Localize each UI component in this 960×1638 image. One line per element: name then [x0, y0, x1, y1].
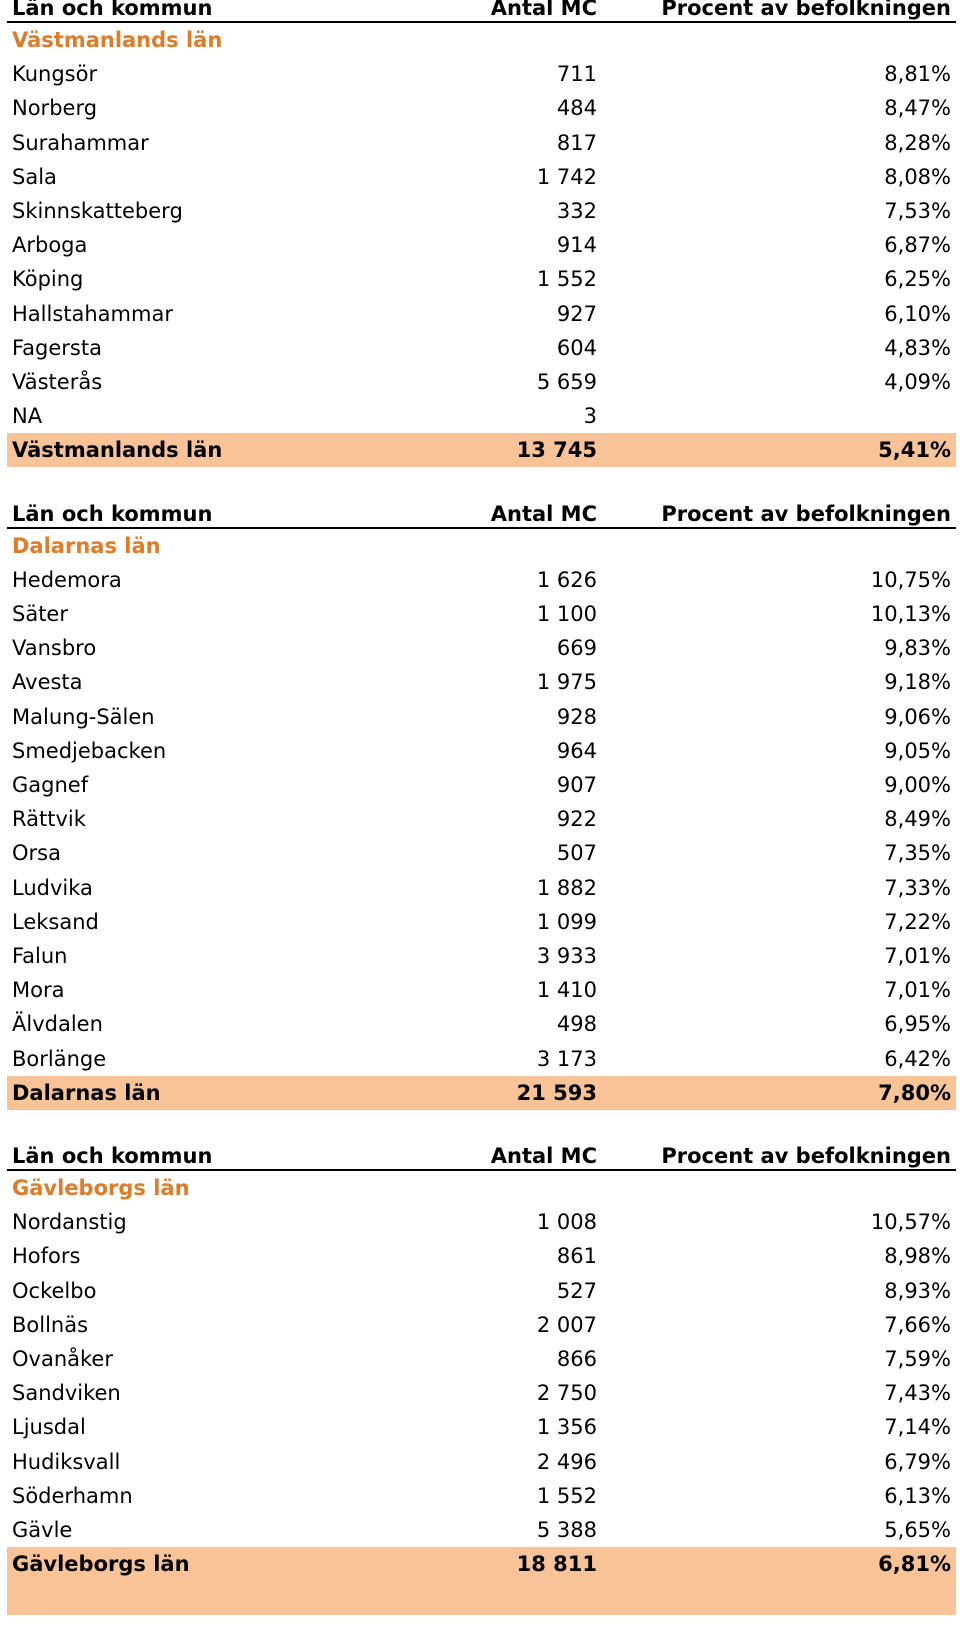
mc-count: 669: [556, 636, 597, 661]
municipality-row: [7, 700, 956, 734]
municipality-row: [7, 1342, 956, 1376]
municipality-row: [7, 57, 956, 91]
municipality-row: [7, 939, 956, 973]
table-header-row: [7, 1144, 956, 1171]
region-title: Västmanlands län: [12, 28, 223, 53]
municipality-row: [7, 836, 956, 870]
county-total-name: Dalarnas län: [12, 1080, 161, 1105]
mc-count: 2 750: [536, 1381, 597, 1406]
municipality-row: [7, 1479, 956, 1513]
municipality-name: Avesta: [12, 670, 83, 695]
mc-count: 928: [556, 704, 597, 729]
percent-population: 4,09%: [884, 369, 951, 394]
header-county-municipality: Län och kommun: [12, 1144, 213, 1168]
municipality-name: Ovanåker: [12, 1347, 113, 1372]
percent-population: 6,42%: [884, 1046, 951, 1071]
mc-count: 2 007: [536, 1312, 597, 1337]
municipality-name: Gävle: [12, 1517, 73, 1542]
municipality-row: [7, 665, 956, 699]
header-mc-count: Antal MC: [490, 501, 597, 526]
municipality-row: [7, 194, 956, 228]
percent-population: 4,83%: [884, 335, 951, 360]
municipality-row: [7, 768, 956, 802]
mc-count: 817: [556, 130, 597, 155]
municipality-row: [7, 1274, 956, 1308]
percent-population: 7,66%: [884, 1312, 951, 1337]
header-county-municipality: Län och kommun: [12, 501, 213, 526]
percent-population: 9,18%: [884, 670, 951, 695]
municipality-row: [7, 1376, 956, 1410]
municipality-row: [7, 399, 956, 433]
mc-count: 964: [556, 738, 597, 763]
percent-population: 8,08%: [884, 164, 951, 189]
municipality-row: [7, 1205, 956, 1239]
mc-count: 866: [556, 1347, 597, 1372]
percent-population: 7,35%: [884, 841, 951, 866]
municipality-row: [7, 905, 956, 939]
header-county-municipality: Län och kommun: [12, 0, 213, 20]
municipality-name: Sala: [12, 164, 57, 189]
percent-population: 8,47%: [884, 96, 951, 121]
mc-count: 3 173: [536, 1046, 597, 1071]
municipality-row: [7, 91, 956, 125]
mc-count: 711: [556, 62, 597, 87]
municipality-row: [7, 331, 956, 365]
table-header-row: [7, 502, 956, 529]
mc-count: 1 552: [536, 1483, 597, 1508]
mc-count: 1 742: [536, 164, 597, 189]
percent-population: 8,98%: [884, 1244, 951, 1269]
mc-count: 498: [556, 1012, 597, 1037]
municipality-row: [7, 160, 956, 194]
county-total-row: [7, 1076, 956, 1110]
percent-population: 9,83%: [884, 636, 951, 661]
municipality-name: Gagnef: [12, 773, 89, 798]
municipality-row: [7, 802, 956, 836]
mc-count: 507: [556, 841, 597, 866]
municipality-name: Leksand: [12, 909, 99, 934]
header-mc-count: Antal MC: [490, 0, 597, 20]
municipality-row: [7, 563, 956, 597]
mc-count: 1 100: [536, 602, 597, 627]
table-spacer: [7, 1110, 956, 1144]
percent-population: 8,93%: [884, 1278, 951, 1303]
municipality-name: Vansbro: [12, 636, 97, 661]
mc-count: 3 933: [536, 943, 597, 968]
municipality-name: Mora: [12, 978, 65, 1003]
percent-population: 9,05%: [884, 738, 951, 763]
municipality-name: Ludvika: [12, 875, 93, 900]
mc-count: 2 496: [536, 1449, 597, 1474]
municipality-row: [7, 734, 956, 768]
county-table: [7, 0, 956, 502]
municipality-row: [7, 973, 956, 1007]
percent-population: 7,01%: [884, 978, 951, 1003]
municipality-name: Bollnäs: [12, 1312, 89, 1337]
municipality-name: Hedemora: [12, 567, 122, 592]
percent-population: 6,95%: [884, 1012, 951, 1037]
municipality-name: Skinnskatteberg: [12, 199, 183, 224]
header-mc-count: Antal MC: [490, 1144, 597, 1168]
county-total-count: 21 593: [516, 1080, 597, 1105]
header-percent-population: Procent av befolkningen: [661, 1144, 951, 1168]
municipality-name: Sandviken: [12, 1381, 121, 1406]
percent-population: 9,06%: [884, 704, 951, 729]
percent-population: 10,57%: [870, 1210, 951, 1235]
municipality-row: [7, 262, 956, 296]
municipality-name: Arboga: [12, 233, 88, 258]
municipality-name: Söderhamn: [12, 1483, 133, 1508]
percent-population: 6,87%: [884, 233, 951, 258]
municipality-name: Hofors: [12, 1244, 81, 1269]
municipality-row: [7, 1445, 956, 1479]
percent-population: 10,13%: [870, 602, 951, 627]
region-title-row: [7, 1171, 956, 1205]
county-total-count: 13 745: [516, 438, 597, 463]
municipality-row: [7, 871, 956, 905]
mc-count: 1 008: [536, 1210, 597, 1235]
county-total-count: 18 811: [516, 1552, 597, 1577]
municipality-name: Hudiksvall: [12, 1449, 121, 1474]
municipality-row: [7, 1513, 956, 1547]
mc-count: 527: [556, 1278, 597, 1303]
percent-population: 6,79%: [884, 1449, 951, 1474]
total-band-tail: [7, 1581, 956, 1615]
mc-count: 914: [556, 233, 597, 258]
mc-count: 5 659: [536, 369, 597, 394]
region-title-row: [7, 23, 956, 57]
percent-population: 7,22%: [884, 909, 951, 934]
county-total-percent: 5,41%: [878, 438, 951, 463]
mc-count: 332: [556, 199, 597, 224]
municipality-row: [7, 228, 956, 262]
county-total-percent: 7,80%: [878, 1080, 951, 1105]
table-header-row: [7, 0, 956, 23]
municipality-name: Västerås: [12, 369, 103, 394]
municipality-name: NA: [12, 404, 43, 429]
county-total-percent: 6,81%: [878, 1552, 951, 1577]
municipality-row: [7, 631, 956, 665]
percent-population: 8,81%: [884, 62, 951, 87]
percent-population: 8,28%: [884, 130, 951, 155]
percent-population: 9,00%: [884, 773, 951, 798]
mc-count: 1 882: [536, 875, 597, 900]
percent-population: 7,59%: [884, 1347, 951, 1372]
county-total-name: Gävleborgs län: [12, 1552, 190, 1577]
mc-count: 1 410: [536, 978, 597, 1003]
municipality-name: Fagersta: [12, 335, 102, 360]
mc-count: 484: [556, 96, 597, 121]
mc-count: 1 552: [536, 267, 597, 292]
municipality-row: [7, 1410, 956, 1444]
municipality-name: Ockelbo: [12, 1278, 97, 1303]
municipality-name: Surahammar: [12, 130, 149, 155]
mc-count: 922: [556, 807, 597, 832]
municipality-row: [7, 365, 956, 399]
municipality-name: Älvdalen: [12, 1012, 103, 1037]
percent-population: 7,14%: [884, 1415, 951, 1440]
municipality-name: Hallstahammar: [12, 301, 173, 326]
percent-population: 6,10%: [884, 301, 951, 326]
county-total-row: [7, 433, 956, 467]
municipality-name: Falun: [12, 943, 68, 968]
municipality-name: Smedjebacken: [12, 738, 167, 763]
municipality-row: [7, 1239, 956, 1273]
region-title-row: [7, 529, 956, 563]
percent-population: 6,13%: [884, 1483, 951, 1508]
municipality-name: Norberg: [12, 96, 98, 121]
region-title: Dalarnas län: [12, 533, 161, 558]
municipality-name: Malung-Sälen: [12, 704, 155, 729]
municipality-row: [7, 1308, 956, 1342]
mc-count: 5 388: [536, 1517, 597, 1542]
mc-count: 861: [556, 1244, 597, 1269]
percent-population: 5,65%: [884, 1517, 951, 1542]
mc-count: 1 975: [536, 670, 597, 695]
percent-population: 7,53%: [884, 199, 951, 224]
mc-count: 3: [583, 404, 597, 429]
mc-count: 907: [556, 773, 597, 798]
percent-population: 7,01%: [884, 943, 951, 968]
municipality-name: Säter: [12, 602, 68, 627]
mc-count: 927: [556, 301, 597, 326]
municipality-row: [7, 1041, 956, 1075]
municipality-name: Orsa: [12, 841, 61, 866]
county-total-name: Västmanlands län: [12, 438, 223, 463]
percent-population: 10,75%: [870, 567, 951, 592]
percent-population: 7,33%: [884, 875, 951, 900]
region-title: Gävleborgs län: [12, 1176, 190, 1201]
mc-count: 1 099: [536, 909, 597, 934]
mc-count: 1 356: [536, 1415, 597, 1440]
mc-count: 1 626: [536, 567, 597, 592]
mc-count: 604: [556, 335, 597, 360]
county-total-row: [7, 1547, 956, 1581]
municipality-name: Rättvik: [12, 807, 86, 832]
municipality-name: Nordanstig: [12, 1210, 127, 1235]
county-table: [7, 1144, 956, 1615]
municipality-row: [7, 597, 956, 631]
municipality-name: Borlänge: [12, 1046, 107, 1071]
municipality-row: [7, 297, 956, 331]
header-percent-population: Procent av befolkningen: [661, 501, 951, 526]
county-table: [7, 502, 956, 1144]
municipality-name: Köping: [12, 267, 84, 292]
table-spacer: [7, 467, 956, 501]
percent-population: 8,49%: [884, 807, 951, 832]
municipality-row: [7, 1007, 956, 1041]
percent-population: 7,43%: [884, 1381, 951, 1406]
municipality-name: Ljusdal: [12, 1415, 86, 1440]
percent-population: 6,25%: [884, 267, 951, 292]
header-percent-population: Procent av befolkningen: [661, 0, 951, 20]
municipality-row: [7, 126, 956, 160]
municipality-name: Kungsör: [12, 62, 98, 87]
